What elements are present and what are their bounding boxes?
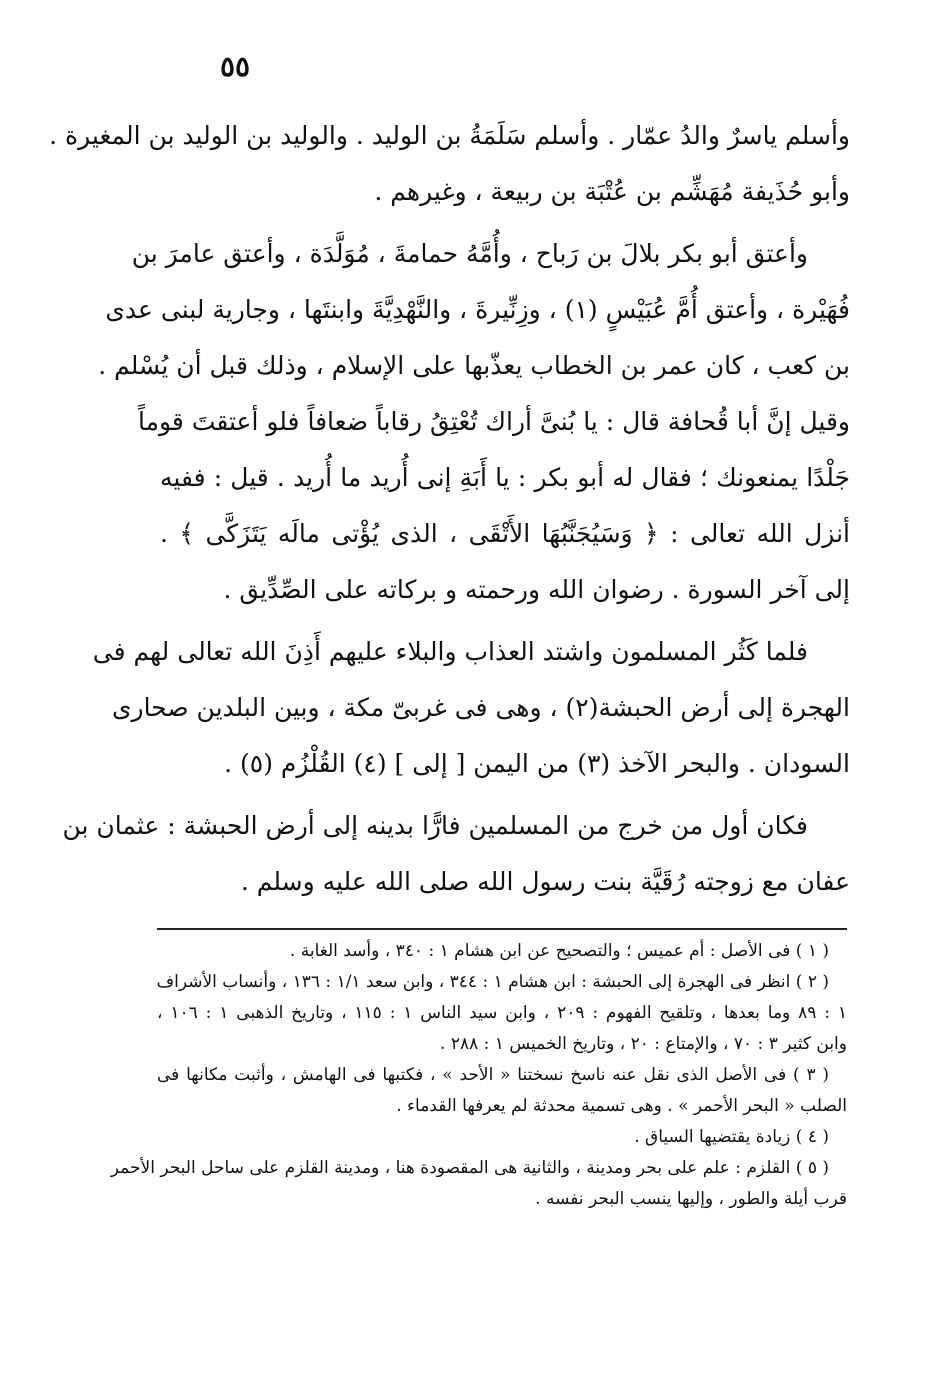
body-text-line: وأسلم ياسرٌ والدُ عمّار . وأسلم سَلَمَةُ بن الوليد . والوليد بن الوليد بن المغيرة .	[49, 121, 850, 150]
footnote-line: الصلب « البحر الأحمر » . وهى تسمية محدثة لم يعرفها القدماء .	[396, 1096, 847, 1116]
footnote-separator-rule	[157, 928, 847, 930]
footnote-line: ( ٥ ) القلزم : علم على بحر ومدينة ، والثانية هى المقصودة هنا ، ومدينة القلزم على ساحل البحر الأحمر	[110, 1158, 829, 1178]
footnote-line: ( ١ ) فى الأصل : أم عميس ؛ والتصحيح عن ابن هشام ١ : ٣٤٠ ، وأسد الغابة .	[289, 941, 829, 961]
body-text-line: فُهَيْرة ، وأعتق أُمَّ عُبَيْسٍ (١) ، وزِنِّيرةَ ، والنَّهْدِيَّةَ وابنتَها ، وجارية لبنى عدى	[105, 295, 850, 324]
footnote-line: ( ٣ ) فى الأصل الذى نقل عنه ناسخ نسختنا « الأحد » ، فكتبها فى الهامش ، وأثبت مكانها فى	[157, 1065, 829, 1085]
footnote-line: وابن كثير ٣ : ٧٠ ، والإمتاع : ٢٠ ، وتاريخ الخميس ١ : ٢٨٨ .	[440, 1034, 847, 1054]
body-text-line: فلما كَثُر المسلمون واشتد العذاب والبلاء عليهم أَذِنَ الله تعالى لهم فى	[92, 637, 808, 666]
body-text-line: الهجرة إلى أرض الحبشة(٢) ، وهى فى غربىّ مكة ، وبين البلدين صحارى	[111, 693, 850, 722]
body-text-line: وأبو حُذَيفة مُهَشِّم بن عُتْبَة بن ربيعة ، وغيرهم .	[374, 177, 850, 206]
footnote-line: ( ٤ ) زيادة يقتضيها السياق .	[634, 1127, 829, 1147]
body-text-line: فكان أول من خرج من المسلمين فارًّا بدينه إلى أرض الحبشة : عثمان بن	[62, 811, 808, 840]
body-text-line: جَلْدًا يمنعونك ؛ فقال له أبو بكر : يا أَبَةِ إنى أُريد ما أُريد . قيل : ففيه	[160, 463, 850, 492]
footnote-line: ( ٢ ) انظر فى الهجرة إلى الحبشة : ابن هشام ١ : ٣٤٤ ، وابن سعد ١/١ : ١٣٦ ، وأنساب الأشراف	[156, 972, 829, 992]
body-text-line: وأعتق أبو بكر بلالَ بن رَباح ، وأُمَّهُ حمامةَ ، مُوَلَّدَة ، وأعتق عامرَ بن	[131, 239, 808, 268]
body-text-line: أنزل الله تعالى : ﴿ وَسَيُجَنَّبُهَا الأَتْقَى ، الذى يُؤْتى مالَه يَتَزَكَّى ﴾ .	[160, 519, 850, 548]
body-text-line: إلى آخر السورة . رضوان الله ورحمته و بركاته على الصِّدِّيق .	[223, 575, 850, 604]
page-number: ٥٥	[219, 50, 251, 83]
main-text	[49, 108, 850, 910]
body-text-line: عفان مع زوجته رُقَيَّة بنت رسول الله صلى الله عليه وسلم .	[240, 867, 850, 896]
footnote-line: قرب أيلة والطور ، وإليها ينسب البحر نفسه .	[535, 1189, 847, 1209]
body-text-line: السودان . والبحر الآخذ (٣) من اليمن [ إلى ] (٤) القُلْزُم (٥) .	[224, 749, 850, 778]
body-text-line: بن كعب ، كان عمر بن الخطاب يعذّبها على الإسلام ، وذلك قبل أن يُسْلم .	[98, 351, 850, 380]
footnotes	[110, 936, 847, 1215]
body-text-line: وقيل إنَّ أبا قُحافة قال : يا بُنىَّ أراك تُعْتِقُ رقاباً ضعافاً فلو أعتقتَ قوماً	[138, 407, 850, 436]
footnote-line: ١ : ٨٩ وما بعدها ، وتلقيح الفهوم : ٢٠٩ ، وابن سيد الناس ١ : ١١٥ ، وتاريخ الذهبى ١ : ١٠٦ ،	[157, 1003, 847, 1023]
